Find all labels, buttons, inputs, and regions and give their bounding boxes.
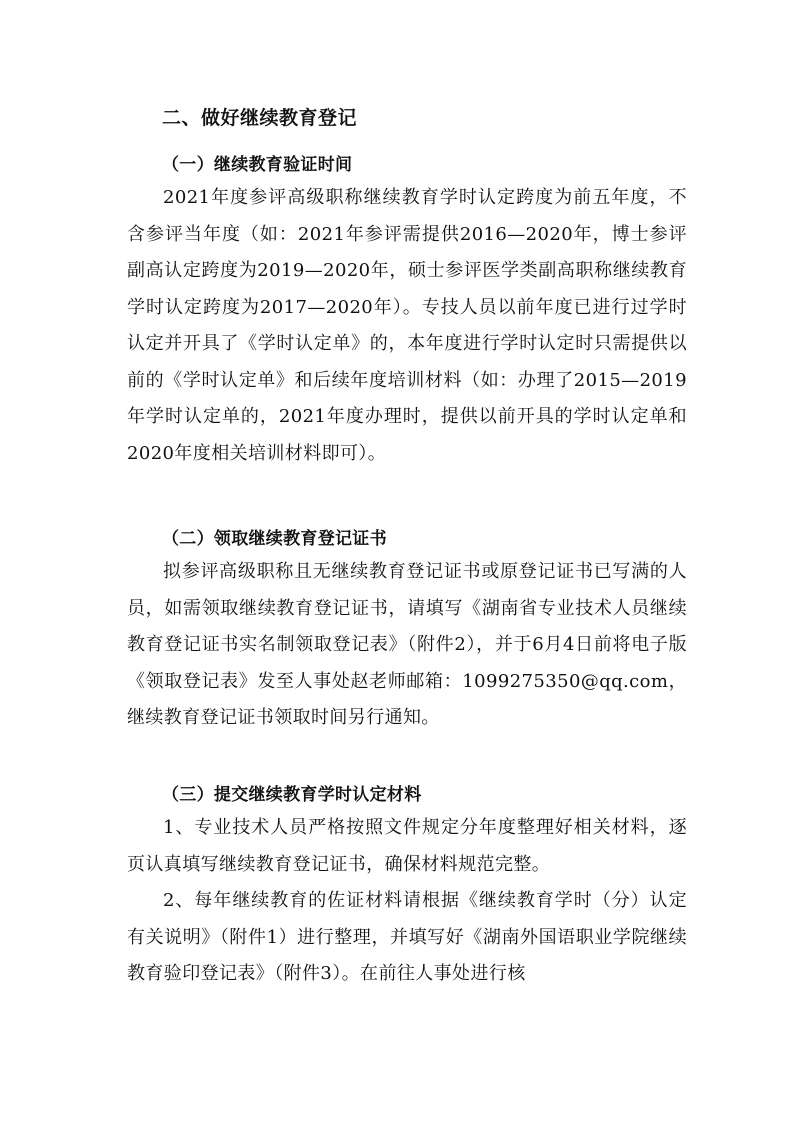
subsection-title-verification-time: （一）继续教育验证时间 [162,155,353,175]
paragraph-submit-materials-2: 2、每年继续教育的佐证材料请根据《继续教育学时（分）认定有关说明》（附件1）进行整理，并填写好《湖南外国语职业学院继续教育验印登记表》（附件3）。在前往人事处进行核 [127,890,687,984]
subsection-title-receive-certificate: （二）领取继续教育登记证书 [162,529,387,549]
paragraph-verification-time: 2021年度参评高级职称继续教育学时认定跨度为前五年度，不含参评当年度（如：2021年参评需提供2016—2020年，博士参评副高认定跨度为2019—2020年，硕士参评医学类副高职称继续教育学时认定跨度为2017—2020年）。专技人员以前年度已进行过学时认定并开具了《学时认定单》的，本年度进行学时认定时只需提供以前的《学时认定单》和后续年度培训材料（如：办理了2015—2019年学时认定单的，2021年度办理时，提供以前开具的学时认定单和2020年度相关培训材料即可）。 [127,187,687,464]
paragraph-submit-materials-1: 1、专业技术人员严格按照文件规定分年度整理好相关材料，逐页认真填写继续教育登记证书，确保材料规范完整。 [127,817,687,875]
section-heading: 二、做好继续教育登记 [162,107,358,129]
subsection-title-submit-materials: （三）提交继续教育学时认定材料 [162,785,422,805]
paragraph-receive-certificate: 拟参评高级职称且无继续教育登记证书或原登记证书已写满的人员，如需领取继续教育登记证书，请填写《湖南省专业技术人员继续教育登记证书实名制领取登记表》（附件2），并于6月4日前将电子版《领取登记表》发至人事处赵老师邮箱：1099275350@qq.com，继续教育登记证书领取时间另行通知。 [127,561,687,728]
